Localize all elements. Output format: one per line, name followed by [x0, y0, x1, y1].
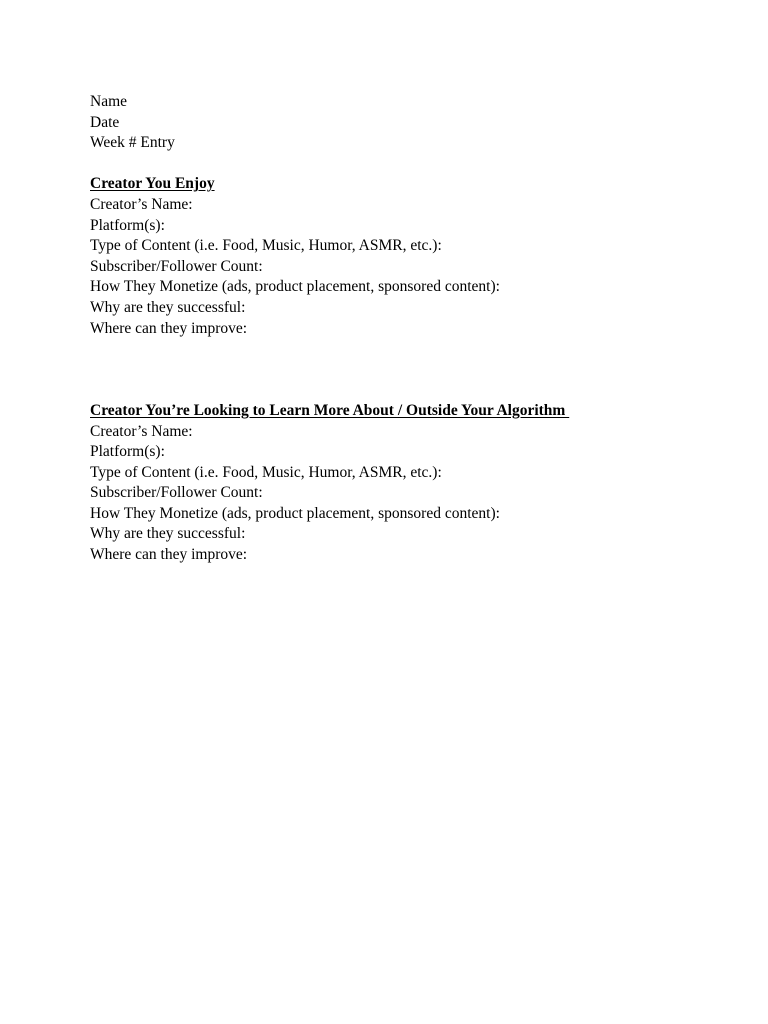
field-platforms: Platform(s): — [90, 443, 165, 461]
field-improvements: Where can they improve: — [90, 319, 248, 337]
field-follower-count: Subscriber/Follower Count: — [90, 484, 263, 502]
field-monetization: How They Monetize (ads, product placement, sponsored content): — [90, 278, 500, 296]
field-content-type: Type of Content (i.e. Food, Music, Humor, ASMR, etc.): — [90, 237, 442, 255]
section-creator-outside-algorithm — [90, 401, 710, 566]
section-heading: Creator You’re Looking to Learn More About / Outside Your Algorithm — [90, 401, 570, 419]
field-improvements: Where can they improve: — [90, 546, 248, 564]
section-creator-you-enjoy — [90, 174, 710, 339]
field-creator-name: Creator’s Name: — [90, 422, 193, 440]
field-monetization: How They Monetize (ads, product placement, sponsored content): — [90, 504, 500, 522]
date-label: Date — [90, 113, 120, 131]
week-entry-label: Week # Entry — [90, 134, 175, 152]
field-content-type: Type of Content (i.e. Food, Music, Humor, ASMR, etc.): — [90, 463, 442, 481]
document-page — [90, 92, 710, 566]
field-platforms: Platform(s): — [90, 216, 165, 234]
spacer — [90, 154, 710, 175]
field-success-reasons: Why are they successful: — [90, 525, 246, 543]
field-success-reasons: Why are they successful: — [90, 298, 246, 316]
field-follower-count: Subscriber/Follower Count: — [90, 257, 263, 275]
section-heading: Creator You Enjoy — [90, 175, 215, 193]
name-label: Name — [90, 93, 128, 110]
spacer — [90, 339, 710, 401]
field-creator-name: Creator’s Name: — [90, 195, 193, 213]
